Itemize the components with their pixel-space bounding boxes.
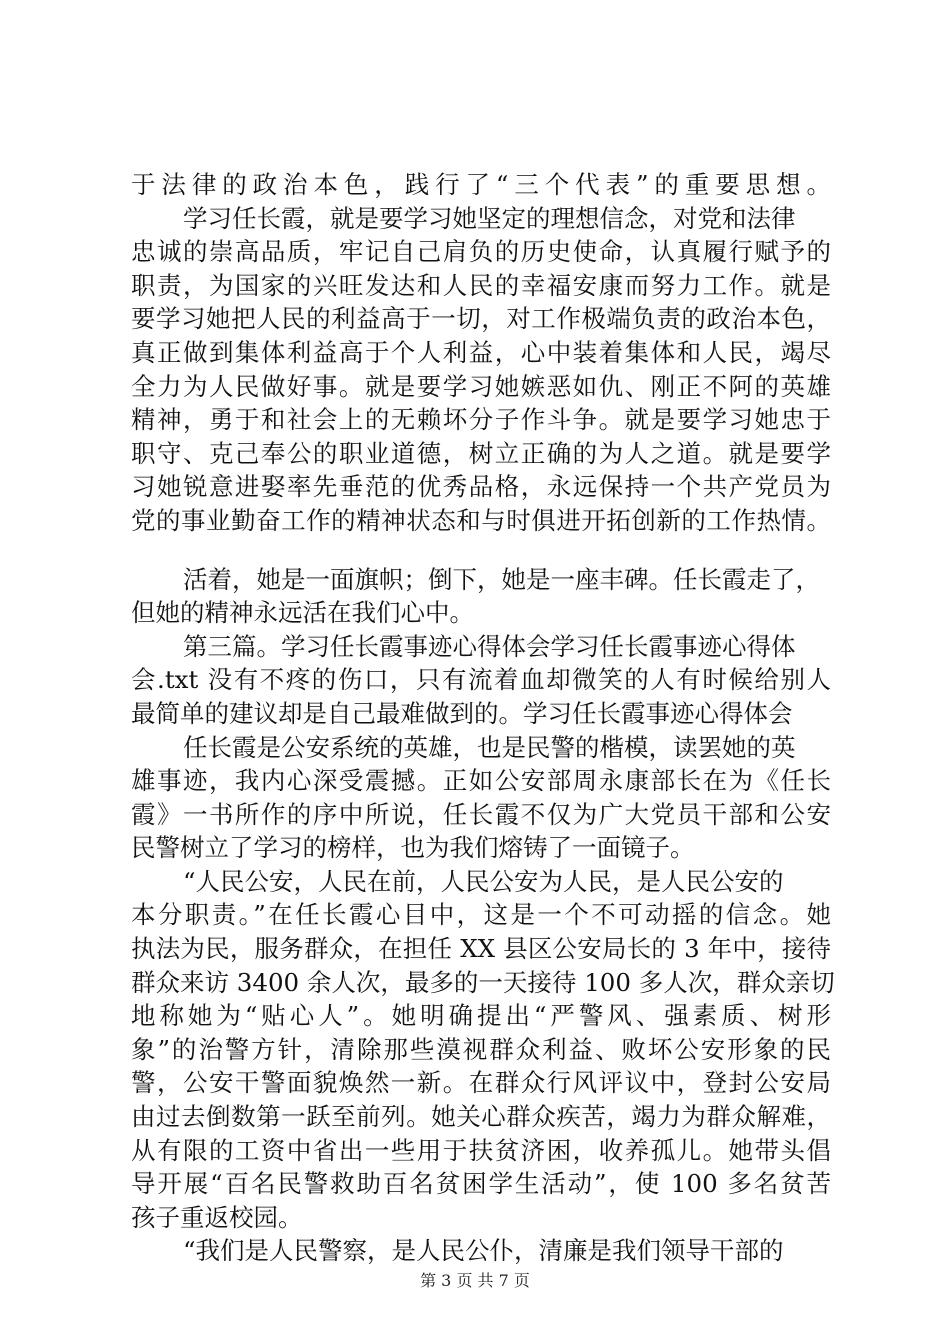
text-line: 真正做到集体利益高于个人利益，心中装着集体和人民，竭尽 [131,337,831,367]
text-line: 雄事迹，我内心深受震撼。正如公安部周永康部长在为《任长 [131,766,831,796]
text-line: 地称她为“贴心人”。她明确提出“严警风、强素质、树形 [131,1001,831,1031]
page-number-label: 第 3 页 共 7 页 [420,1271,530,1290]
text-line: 忠诚的崇高品质，牢记自己肩负的历史使命，认真履行赋予的 [131,237,831,267]
text-line: 精神，勇于和社会上的无赖坏分子作斗争。就是要学习她忠于 [131,405,831,435]
text-line: 职守、克己奉公的职业道德，树立正确的为人之道。就是要学 [131,438,831,468]
text-line: 全力为人民做好事。就是要学习她嫉恶如仇、刚正不阿的英雄 [131,371,831,401]
text-line: “人民公安，人民在前，人民公安为人民，是人民公安的 [183,866,784,896]
text-line: 霞》一书所作的序中所说，任长霞不仅为广大党员干部和公安 [131,799,831,829]
text-line: 会.txt 没有不疼的伤口，只有流着血却微笑的人有时候给别人 [131,665,831,695]
text-line: 本分职责。”在任长霞心目中，这是一个不可动摇的信念。她 [131,900,831,930]
paragraph-gap [131,538,831,563]
document-body [131,168,835,1268]
text-line: “我们是人民警察，是人民公仆，清廉是我们领导干部的 [183,1236,784,1266]
text-line: 导开展“百名民警救助百名贫困学生活动”，使 100 多名贫苦 [131,1169,831,1199]
text-line: 象”的治警方针，清除那些漠视群众利益、败坏公安形象的民 [131,1034,831,1064]
text-line: 执法为民，服务群众，在担任 XX 县区公安局长的 3 年中，接待 [131,934,831,964]
text-line: 孩子重返校园。 [131,1202,303,1232]
text-line: 任长霞是公安系统的英雄，也是民警的楷模，读罢她的英 [183,732,796,762]
text-line: 活着，她是一面旗帜；倒下，她是一座丰碑。任长霞走了， [183,564,820,594]
text-line: 民警树立了学习的榜样，也为我们熔铸了一面镜子。 [131,833,695,863]
text-line: 于法律的政治本色，践行了“三个代表”的重要思想。 [131,170,831,199]
text-line: 党的事业勤奋工作的精神状态和与时俱进开拓创新的工作热情。 [131,505,831,535]
text-line: 第三篇。学习任长霞事迹心得体会学习任长霞事迹心得体 [183,631,796,661]
text-line: 警，公安干警面貌焕然一新。在群众行风评议中，登封公安局 [131,1068,831,1098]
text-line: 要学习她把人民的利益高于一切，对工作极端负责的政治本色， [131,304,831,334]
text-line: 但她的精神永远活在我们心中。 [131,598,474,628]
text-line: 最简单的建议却是自己最难做到的。学习任长霞事迹心得体会 [131,698,793,728]
text-line: 群众来访 3400 余人次，最多的一天接待 100 多人次，群众亲切 [131,967,835,997]
text-line: 职责，为国家的兴旺发达和人民的幸福安康而努力工作。就是 [131,270,831,300]
text-line: 学习任长霞，就是要学习她坚定的理想信念，对党和法律 [183,203,796,233]
text-line: 习她锐意进娶率先垂范的优秀品格，永远保持一个共产党员为 [131,472,831,502]
page-footer [0,1268,950,1291]
text-line: 由过去倒数第一跃至前列。她关心群众疾苦，竭力为群众解难， [131,1102,831,1132]
text-line: 从有限的工资中省出一些用于扶贫济困，收养孤儿。她带头倡 [131,1135,831,1165]
